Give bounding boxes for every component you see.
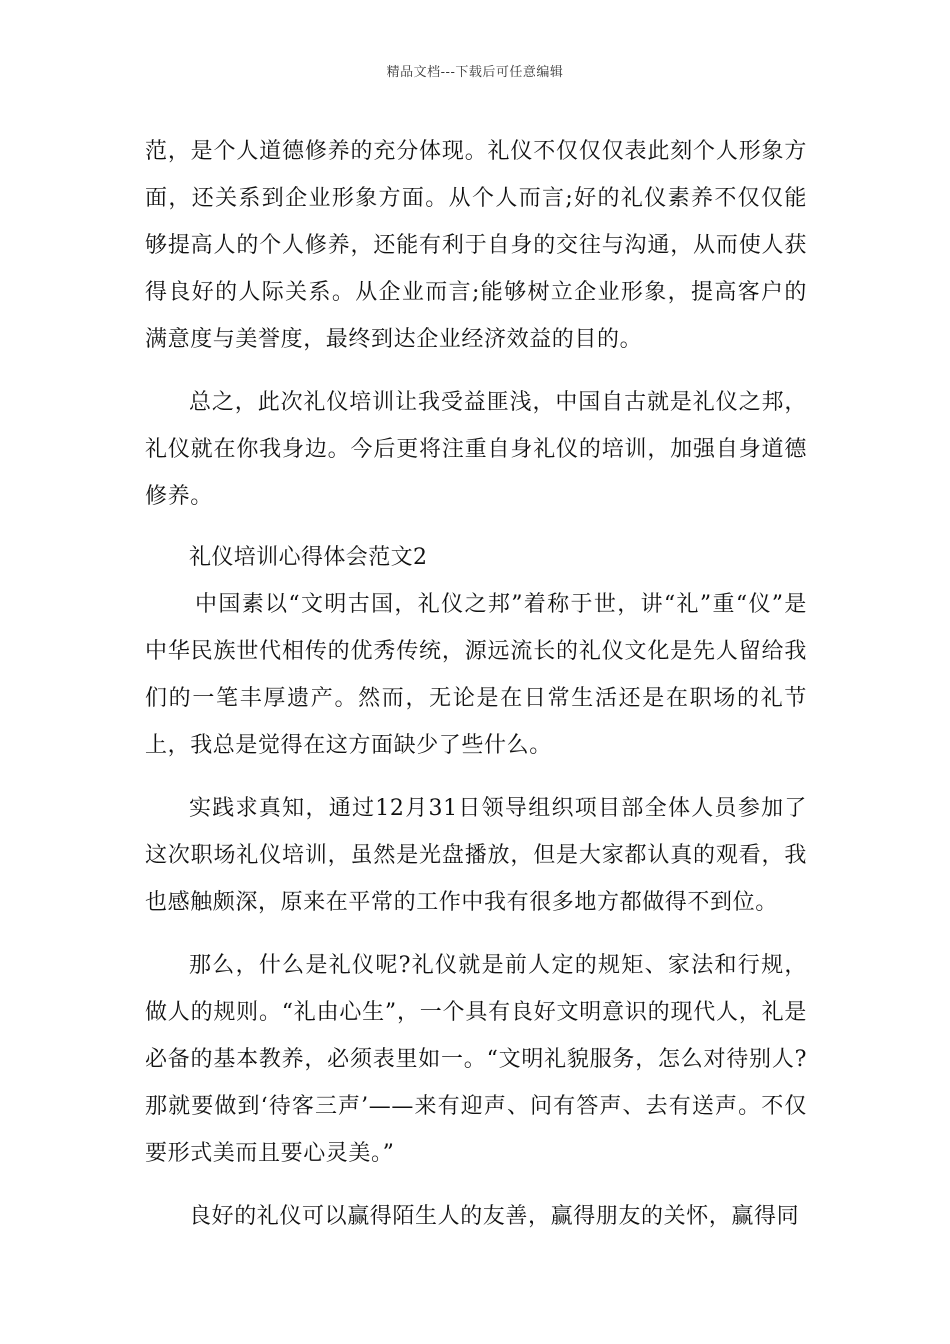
paragraph-intro: 中国素以“文明古国，礼仪之邦”着称于世，讲“礼”重“仪”是中华民族世代相传的优秀传统，源远流长的礼仪文化是先人留给我们的一笔丰厚遗产。然而，无论是在日常生活还是在职场的礼节上，我总是觉得在这方面缺少了些什么。	[145, 592, 807, 758]
section-title: 礼仪培训心得体会范文2	[189, 545, 428, 570]
page-header: 精品文档---下载后可任意编辑	[386, 65, 564, 80]
document-body	[145, 128, 807, 1240]
paragraph-benefits: 良好的礼仪可以赢得陌生人的友善，赢得朋友的关怀，赢得同	[189, 1204, 800, 1229]
paragraph-training: 实践求真知，通过12月31日领导组织项目部全体人员参加了这次职场礼仪培训，虽然是光盘播放，但是大家都认真的观看，我也感触颇深，原来在平常的工作中我有很多地方都做得不到位。	[145, 796, 807, 915]
paragraph-conclusion: 总之，此次礼仪培训让我受益匪浅，中国自古就是礼仪之邦，礼仪就在你我身边。今后更将注重自身礼仪的培训，加强自身道德修养。	[145, 390, 807, 509]
paragraph-continuation: 范，是个人道德修养的充分体现。礼仪不仅仅仅表此刻个人形象方面，还关系到企业形象方面。从个人而言;好的礼仪素养不仅仅能够提高人的个人修养，还能有利于自身的交往与沟通，从而使人获得良好的人际关系。从企业而言;能够树立企业形象，提高客户的满意度与美誉度，最终到达企业经济效益的目的。	[145, 139, 807, 352]
paragraph-definition: 那么，什么是礼仪呢?礼仪就是前人定的规矩、家法和行规，做人的规则。“礼由心生”，一个具有良好文明意识的现代人，礼是必备的基本教养，必须表里如一。“文明礼貌服务，怎么对待别人?那就要做到‘待客三声’——来有迎声、问有答声、去有送声。不仅要形式美而且要心灵美。”	[145, 953, 807, 1166]
